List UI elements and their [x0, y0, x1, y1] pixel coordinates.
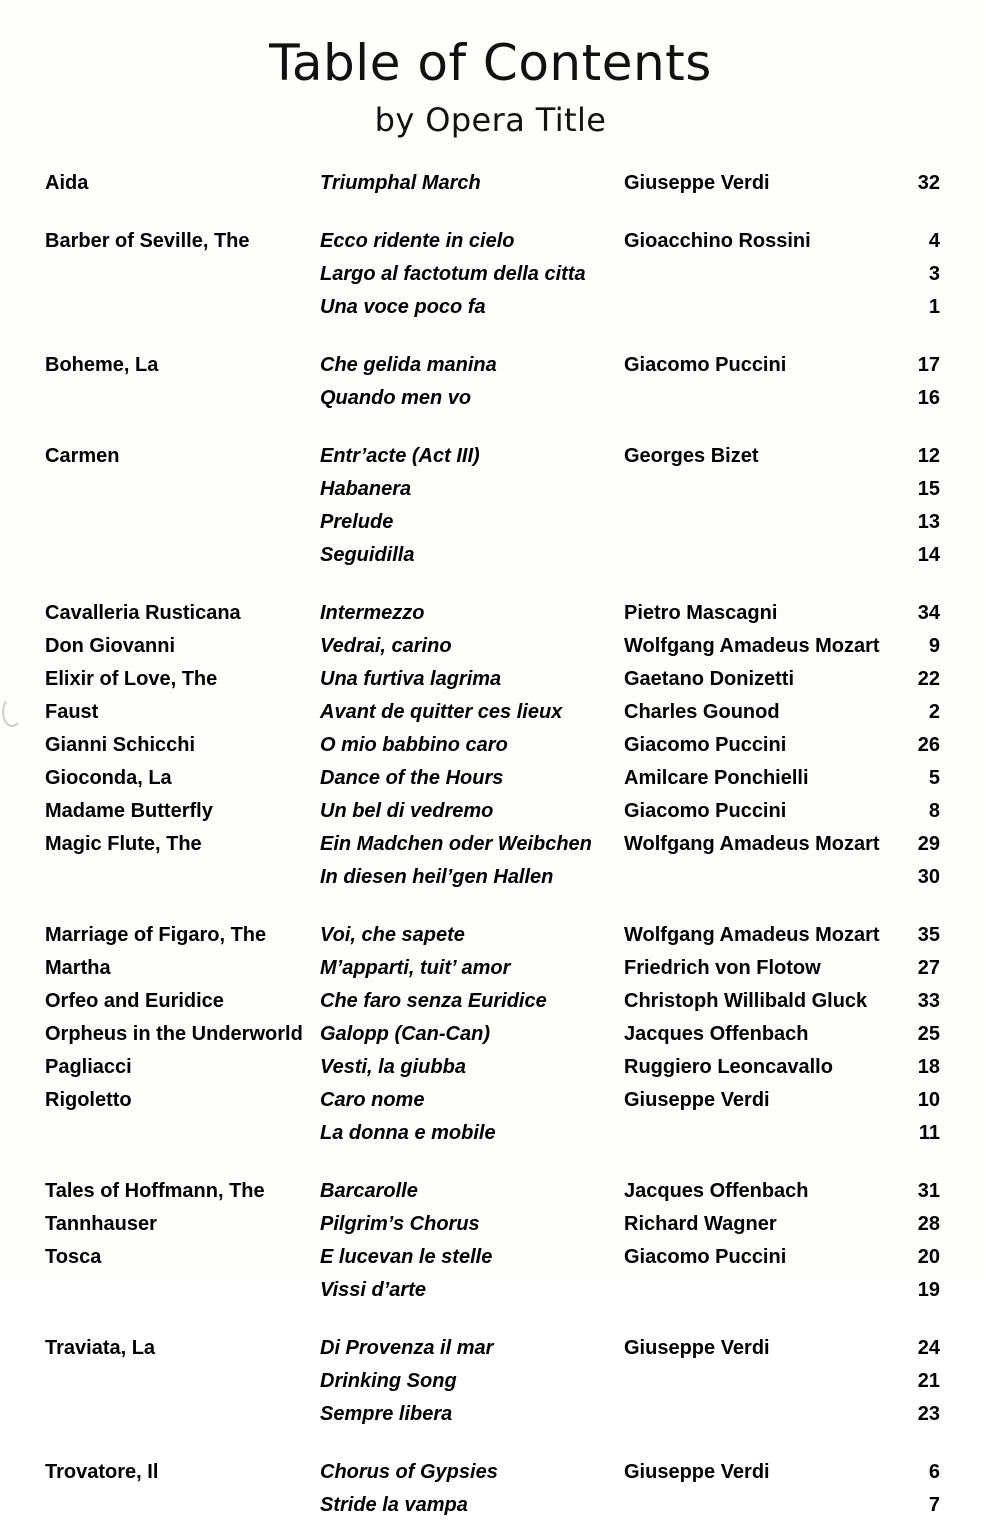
cell-composer: Friedrich von Flotow	[624, 957, 821, 979]
cell-composer: Giacomo Puccini	[624, 800, 787, 822]
cell-composer: Georges Bizet	[624, 445, 759, 467]
cell-page-number: 14	[917, 544, 940, 566]
cell-page-number: 19	[917, 1279, 940, 1301]
cell-opera-title: Orpheus in the Underworld	[45, 1023, 303, 1045]
cell-aria-title: La donna e mobile	[320, 1122, 496, 1144]
cell-page-number: 10	[917, 1089, 940, 1111]
cell-opera-title: Martha	[45, 957, 111, 979]
cell-page-number: 13	[917, 511, 940, 533]
cell-opera-title: Elixir of Love, The	[45, 668, 218, 690]
cell-opera-title: Rigoletto	[45, 1089, 132, 1111]
cell-page-number: 15	[917, 478, 940, 500]
cell-composer: Jacques Offenbach	[624, 1180, 809, 1202]
cell-opera-title: Faust	[45, 701, 99, 723]
cell-aria-title: M’apparti, tuit’ amor	[320, 957, 511, 979]
cell-aria-title: Seguidilla	[320, 544, 415, 566]
cell-opera-title: Tannhauser	[45, 1213, 157, 1235]
cell-page-number: 5	[928, 767, 940, 789]
table-row	[0, 732, 981, 765]
cell-aria-title: Voi, che sapete	[320, 924, 465, 946]
cell-opera-title: Traviata, La	[45, 1337, 156, 1359]
cell-page-number: 25	[917, 1023, 940, 1045]
cell-composer: Charles Gounod	[624, 701, 780, 723]
page-title: Table of Contents	[269, 34, 712, 92]
table-row	[0, 633, 981, 666]
cell-page-number: 32	[917, 172, 940, 194]
cell-page-number: 27	[917, 957, 940, 979]
cell-composer: Amilcare Ponchielli	[624, 767, 809, 789]
cell-aria-title: Ein Madchen oder Weibchen	[320, 833, 592, 855]
cell-page-number: 23	[917, 1403, 940, 1425]
cell-opera-title: Madame Butterfly	[45, 800, 213, 822]
cell-page-number: 6	[928, 1461, 940, 1483]
cell-opera-title: Tales of Hoffmann, The	[45, 1180, 265, 1202]
cell-page-number: 20	[917, 1246, 940, 1268]
cell-page-number: 9	[928, 635, 940, 657]
table-row	[0, 1368, 981, 1401]
table-row	[0, 600, 981, 633]
cell-aria-title: E lucevan le stelle	[320, 1246, 493, 1268]
cell-page-number: 1	[928, 296, 940, 318]
cell-aria-title: Caro nome	[320, 1089, 425, 1111]
cell-opera-title: Barber of Seville, The	[45, 230, 250, 252]
cell-page-number: 8	[928, 800, 940, 822]
table-row	[0, 294, 981, 352]
cell-page-number: 7	[928, 1494, 940, 1516]
table-row	[0, 666, 981, 699]
cell-aria-title: Galopp (Can-Can)	[320, 1023, 490, 1045]
table-row	[0, 509, 981, 542]
cell-aria-title: Una furtiva lagrima	[320, 668, 502, 690]
cell-opera-title: Pagliacci	[45, 1056, 132, 1078]
table-row	[0, 831, 981, 864]
cell-opera-title: Gianni Schicchi	[45, 734, 196, 756]
cell-composer: Pietro Mascagni	[624, 602, 778, 624]
table-row	[0, 1178, 981, 1211]
cell-aria-title: Che gelida manina	[320, 354, 497, 376]
table-row	[0, 1021, 981, 1054]
cell-page-number: 4	[928, 230, 940, 252]
cell-composer: Giuseppe Verdi	[624, 1089, 770, 1111]
table-row	[0, 1459, 981, 1492]
cell-aria-title: Largo al factotum della citta	[320, 263, 586, 285]
cell-page-number: 30	[917, 866, 940, 888]
table-row	[0, 864, 981, 922]
cell-composer: Richard Wagner	[624, 1213, 777, 1235]
cell-opera-title: Orfeo and Euridice	[45, 990, 224, 1012]
table-row	[0, 476, 981, 509]
cell-aria-title: Un bel di vedremo	[320, 800, 494, 822]
cell-aria-title: Quando men vo	[320, 387, 472, 409]
table-row	[0, 1335, 981, 1368]
cell-aria-title: Barcarolle	[320, 1180, 418, 1202]
cell-page-number: 28	[917, 1213, 940, 1235]
table-of-contents	[0, 170, 981, 1525]
cell-composer: Giuseppe Verdi	[624, 172, 770, 194]
cell-opera-title: Tosca	[45, 1246, 102, 1268]
cell-aria-title: Sempre libera	[320, 1403, 453, 1425]
cell-opera-title: Marriage of Figaro, The	[45, 924, 267, 946]
cell-page-number: 17	[917, 354, 940, 376]
cell-composer: Wolfgang Amadeus Mozart	[624, 635, 880, 657]
cell-page-number: 26	[917, 734, 940, 756]
cell-aria-title: Vesti, la giubba	[320, 1056, 466, 1078]
cell-aria-title: Vedrai, carino	[320, 635, 452, 657]
cell-opera-title: Boheme, La	[45, 354, 159, 376]
cell-page-number: 22	[917, 668, 940, 690]
table-row	[0, 443, 981, 476]
cell-page-number: 21	[917, 1370, 940, 1392]
table-row	[0, 542, 981, 600]
cell-aria-title: Drinking Song	[320, 1370, 457, 1392]
table-row	[0, 1244, 981, 1277]
cell-aria-title: Vissi d’arte	[320, 1279, 426, 1301]
cell-composer: Ruggiero Leoncavallo	[624, 1056, 833, 1078]
cell-composer: Gaetano Donizetti	[624, 668, 795, 690]
cell-aria-title: Dance of the Hours	[320, 767, 504, 789]
cell-page-number: 2	[928, 701, 940, 723]
cell-opera-title: Don Giovanni	[45, 635, 175, 657]
cell-opera-title: Carmen	[45, 445, 120, 467]
cell-composer: Giacomo Puccini	[624, 1246, 787, 1268]
cell-composer: Gioacchino Rossini	[624, 230, 811, 252]
cell-page-number: 24	[917, 1337, 940, 1359]
page-subtitle: by Opera Title	[374, 101, 607, 139]
table-row	[0, 352, 981, 385]
table-row	[0, 765, 981, 798]
cell-aria-title: Pilgrim’s Chorus	[320, 1213, 480, 1235]
cell-aria-title: Prelude	[320, 511, 394, 533]
cell-aria-title: Una voce poco fa	[320, 296, 486, 318]
cell-composer: Giacomo Puccini	[624, 354, 787, 376]
cell-aria-title: O mio babbino caro	[320, 734, 508, 756]
cell-aria-title: Entr’acte (Act III)	[320, 445, 480, 467]
table-row	[0, 261, 981, 294]
cell-composer: Jacques Offenbach	[624, 1023, 809, 1045]
table-row	[0, 170, 981, 228]
cell-composer: Wolfgang Amadeus Mozart	[624, 833, 880, 855]
cell-page-number: 29	[917, 833, 940, 855]
cell-page-number: 12	[917, 445, 940, 467]
cell-composer: Giuseppe Verdi	[624, 1461, 770, 1483]
cell-page-number: 33	[917, 990, 940, 1012]
cell-composer: Giacomo Puccini	[624, 734, 787, 756]
cell-composer: Christoph Willibald Gluck	[624, 990, 868, 1012]
cell-aria-title: Che faro senza Euridice	[320, 990, 547, 1012]
cell-page-number: 31	[917, 1180, 940, 1202]
cell-page-number: 35	[917, 924, 940, 946]
cell-opera-title: Gioconda, La	[45, 767, 172, 789]
cell-aria-title: Habanera	[320, 478, 412, 500]
table-row	[0, 1492, 981, 1525]
table-row	[0, 385, 981, 443]
cell-page-number: 16	[917, 387, 940, 409]
cell-aria-title: Ecco ridente in cielo	[320, 230, 515, 252]
table-row	[0, 955, 981, 988]
table-row	[0, 1054, 981, 1087]
table-row	[0, 1120, 981, 1178]
table-row	[0, 699, 981, 732]
table-row	[0, 1211, 981, 1244]
cell-composer: Giuseppe Verdi	[624, 1337, 770, 1359]
cell-page-number: 11	[918, 1122, 940, 1144]
cell-page-number: 3	[928, 263, 940, 285]
table-row	[0, 1277, 981, 1335]
cell-aria-title: Intermezzo	[320, 602, 425, 624]
table-row	[0, 988, 981, 1021]
cell-page-number: 34	[917, 602, 940, 624]
cell-aria-title: Triumphal March	[320, 172, 481, 194]
cell-aria-title: In diesen heil’gen Hallen	[320, 866, 554, 888]
table-row	[0, 1087, 981, 1120]
cell-aria-title: Chorus of Gypsies	[320, 1461, 498, 1483]
table-row	[0, 1401, 981, 1459]
cell-composer: Wolfgang Amadeus Mozart	[624, 924, 880, 946]
cell-page-number: 18	[917, 1056, 940, 1078]
cell-opera-title: Aida	[45, 172, 89, 194]
table-row	[0, 228, 981, 261]
cell-opera-title: Trovatore, Il	[45, 1461, 159, 1483]
cell-opera-title: Magic Flute, The	[45, 833, 202, 855]
cell-aria-title: Di Provenza il mar	[320, 1337, 494, 1359]
cell-aria-title: Avant de quitter ces lieux	[320, 701, 563, 723]
cell-aria-title: Stride la vampa	[320, 1494, 468, 1516]
table-row	[0, 922, 981, 955]
cell-opera-title: Cavalleria Rusticana	[45, 602, 241, 624]
table-row	[0, 798, 981, 831]
